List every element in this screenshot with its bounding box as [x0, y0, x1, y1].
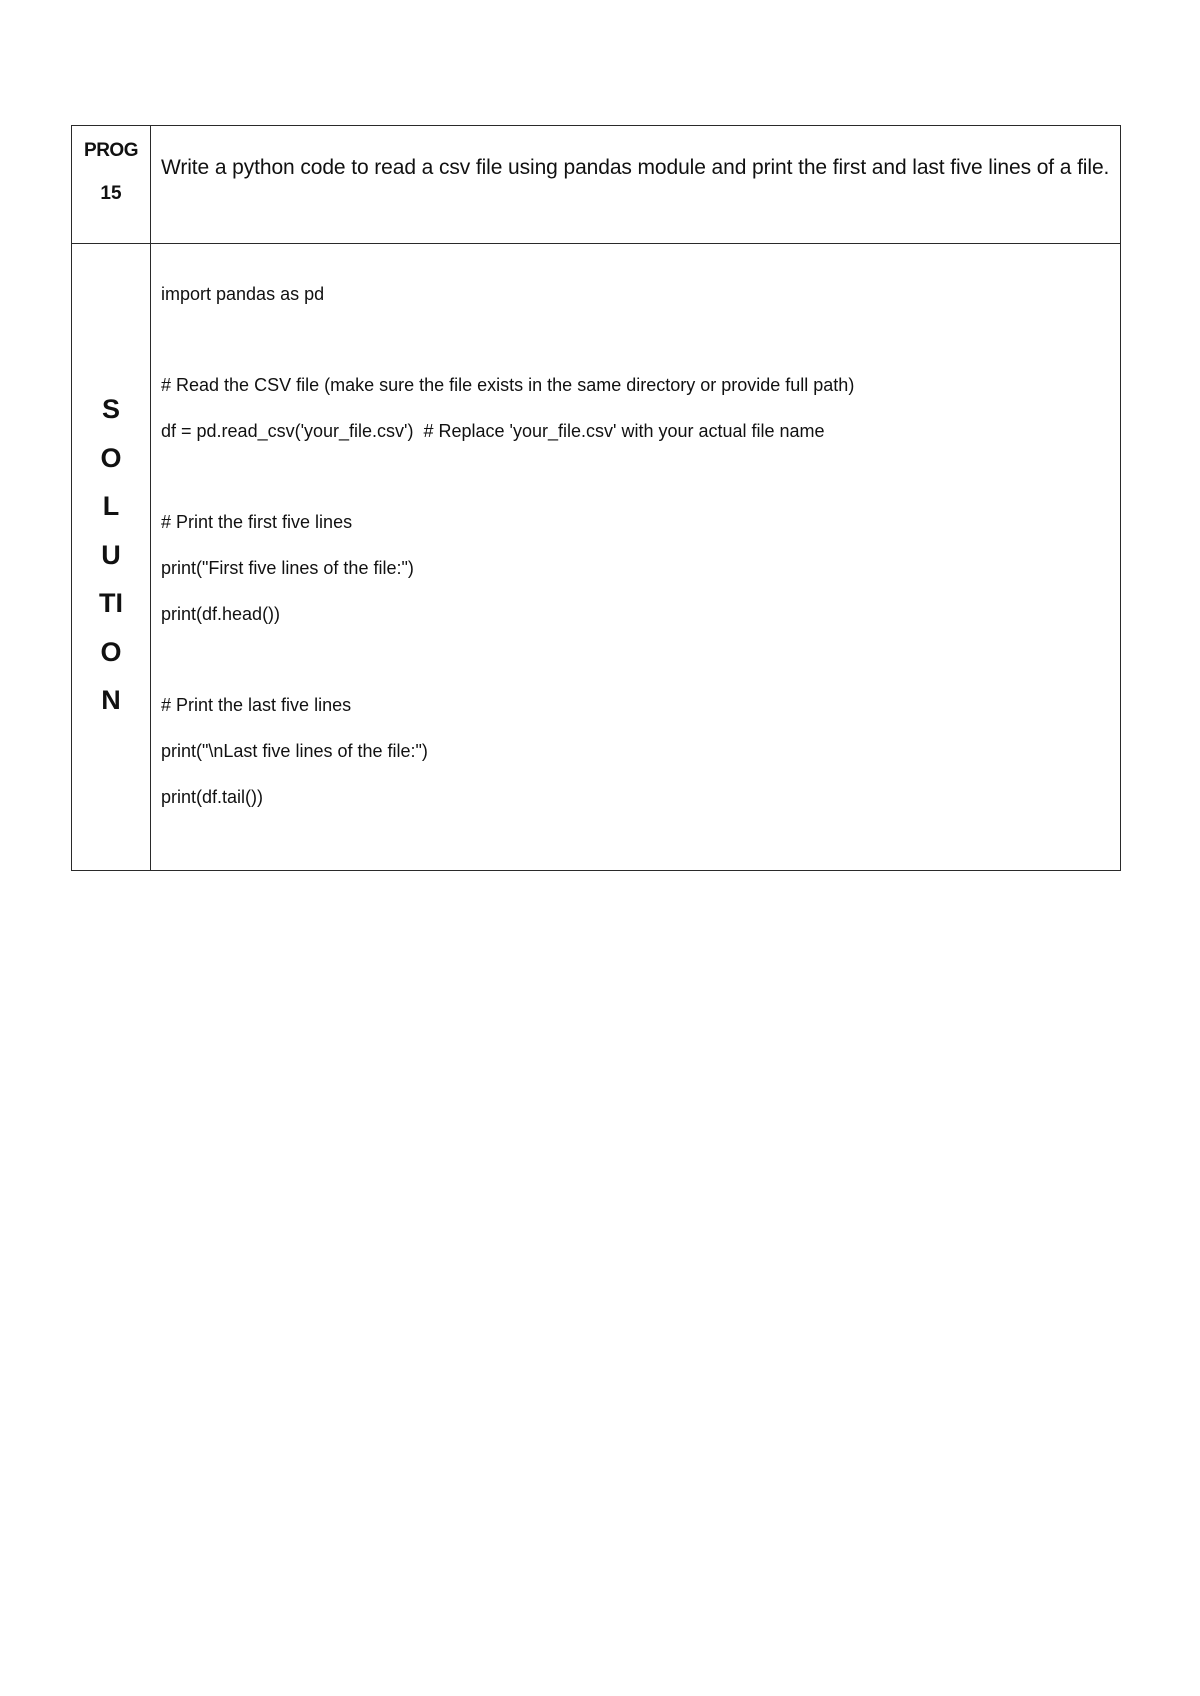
solution-letter: O — [100, 636, 122, 667]
solution-letter: N — [101, 685, 121, 715]
solution-row — [72, 244, 1121, 871]
solution-letter: U — [101, 539, 121, 570]
program-number: 15 — [100, 183, 122, 204]
code-line: print(df.tail()) — [161, 787, 264, 807]
program-header-row — [72, 126, 1121, 244]
code-line: df = pd.read_csv('your_file.csv') # Replace 'your_file.csv' with your actual file name — [161, 421, 825, 441]
solution-letter: O — [100, 442, 122, 473]
code-line: # Print the first five lines — [161, 512, 353, 532]
code-line: print("\nLast five lines of the file:") — [161, 741, 428, 761]
solution-letter: L — [102, 491, 120, 521]
solution-code — [151, 244, 1121, 871]
code-line: import pandas as pd — [161, 284, 325, 304]
program-label: PROG — [84, 140, 138, 161]
solution-label-cell — [72, 244, 151, 871]
code-line: # Print the last five lines — [161, 695, 352, 715]
program-table — [71, 125, 1121, 871]
program-id-cell — [72, 126, 151, 244]
code-line: # Read the CSV file (make sure the file exists in the same directory or provide full path) — [161, 375, 855, 395]
task-description: Write a python code to read a csv file using pandas module and print the first and last five lines of a file. — [151, 126, 1121, 244]
solution-vertical-label — [72, 385, 150, 725]
code-line: print("First five lines of the file:") — [161, 558, 414, 578]
solution-letter: S — [101, 394, 120, 424]
solution-letter: TI — [99, 588, 123, 618]
code-line: print(df.head()) — [161, 604, 281, 624]
